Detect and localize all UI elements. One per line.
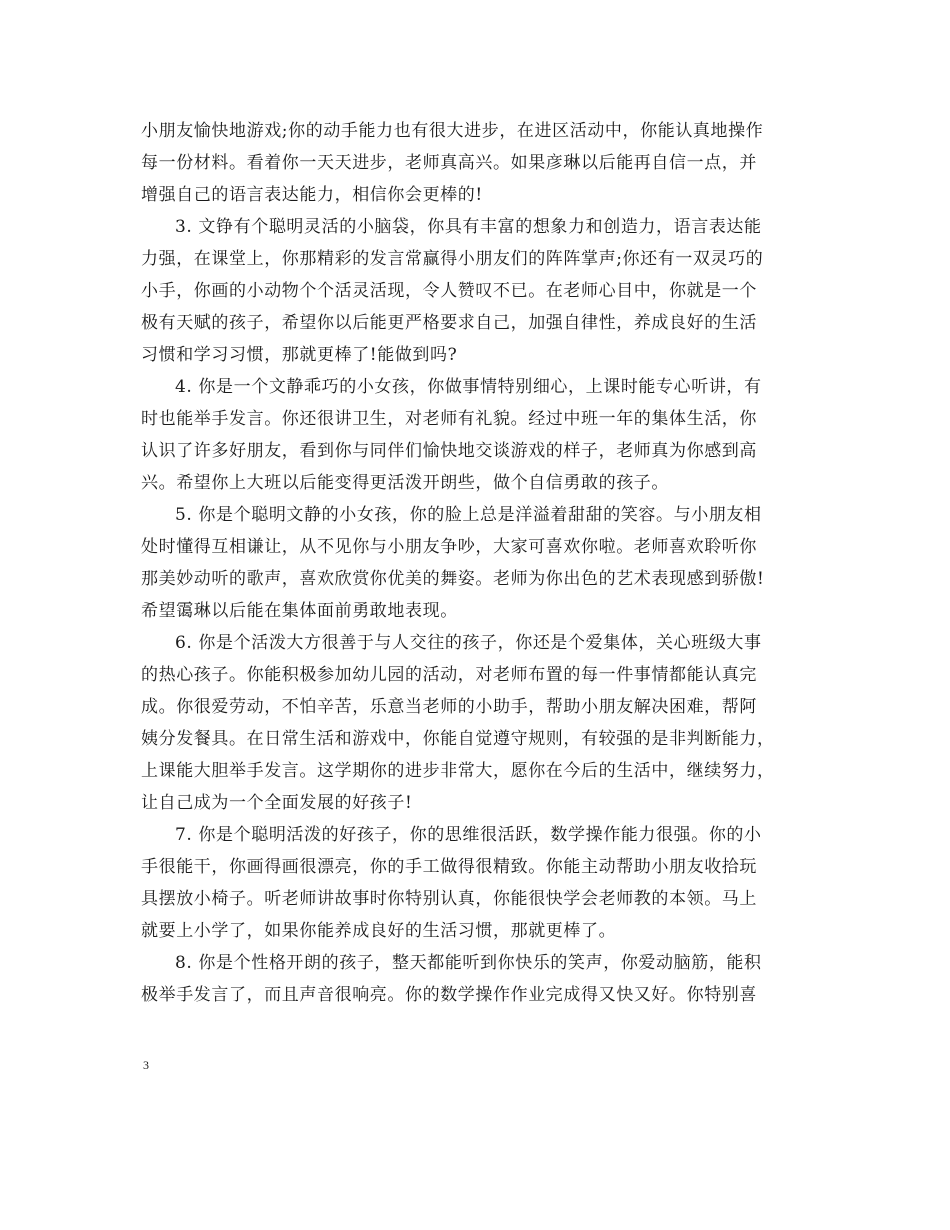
text-line: 时也能举手发言。你还很讲卫生，对老师有礼貌。经过中班一年的集体生活，你 xyxy=(141,409,757,429)
text-line: 手很能干，你画得画很漂亮，你的手工做得很精致。你能主动帮助小朋友收拾玩 xyxy=(141,857,757,877)
text-line: 具摆放小椅子。听老师讲故事时你特别认真，你能很快学会老师教的本领。马上 xyxy=(141,889,757,909)
paragraph-start-8: 8. 你是个性格开朗的孩子，整天都能听到你快乐的笑声，你爱动脑筋，能积 xyxy=(175,953,762,973)
text-line: 力强，在课堂上，你那精彩的发言常赢得小朋友们的阵阵掌声;你还有一双灵巧的 xyxy=(141,249,764,269)
text-line: 姨分发餐具。在日常生活和游戏中，你能自觉遵守规则，有较强的是非判断能力， xyxy=(141,729,775,749)
paragraph-start-3: 3. 文铮有个聪明灵活的小脑袋，你具有丰富的想象力和创造力，语言表达能 xyxy=(175,217,762,237)
paragraph-start-4: 4. 你是一个文静乖巧的小女孩，你做事情特别细心，上课时能专心听讲，有 xyxy=(175,377,762,397)
text-line: 处时懂得互相谦让，从不见你与小朋友争吵，大家可喜欢你啦。老师喜欢聆听你 xyxy=(141,537,757,557)
paragraph-start-7: 7. 你是个聪明活泼的好孩子，你的思维很活跃，数学操作能力很强。你的小 xyxy=(175,825,762,845)
text-line: 小手，你画的小动物个个活灵活现，令人赞叹不已。在老师心目中，你就是一个 xyxy=(141,281,757,301)
text-line: 那美妙动听的歌声，喜欢欣赏你优美的舞姿。老师为你出色的艺术表现感到骄傲! xyxy=(141,569,765,589)
paragraph-start-5: 5. 你是个聪明文静的小女孩，你的脸上总是洋溢着甜甜的笑容。与小朋友相 xyxy=(175,505,762,525)
page-number: 3 xyxy=(143,1058,149,1072)
text-line: 小朋友愉快地游戏;你的动手能力也有很大进步，在进区活动中，你能认真地操作 xyxy=(141,121,764,141)
text-line: 的热心孩子。你能积极参加幼儿园的活动，对老师布置的每一件事情都能认真完 xyxy=(141,665,757,685)
text-line: 增强自己的语言表达能力，相信你会更棒的! xyxy=(141,185,483,205)
text-line: 成。你很爱劳动，不怕辛苦，乐意当老师的小助手，帮助小朋友解决困难，帮阿 xyxy=(141,697,757,717)
body-text xyxy=(141,115,823,1011)
text-line: 认识了许多好朋友，看到你与同伴们愉快地交谈游戏的样子，老师真为你感到高 xyxy=(141,441,757,461)
text-line: 上课能大胆举手发言。这学期你的进步非常大，愿你在今后的生活中，继续努力， xyxy=(141,761,775,781)
text-line: 就要上小学了，如果你能养成良好的生活习惯，那就更棒了。 xyxy=(141,921,617,941)
text-line: 希望霭琳以后能在集体面前勇敢地表现。 xyxy=(141,601,458,621)
text-line: 每一份材料。看着你一天天进步，老师真高兴。如果彦琳以后能再自信一点，并 xyxy=(141,153,757,173)
text-line: 习惯和学习习惯，那就更棒了!能做到吗? xyxy=(141,345,458,365)
paragraph-start-6: 6. 你是个活泼大方很善于与人交往的孩子，你还是个爱集体，关心班级大事 xyxy=(175,633,762,653)
text-line: 让自己成为一个全面发展的好孩子! xyxy=(141,793,413,813)
text-line: 兴。希望你上大班以后能变得更活泼开朗些，做个自信勇敢的孩子。 xyxy=(141,473,669,493)
text-line: 极举手发言了，而且声音很响亮。你的数学操作作业完成得又快又好。你特别喜 xyxy=(141,985,757,1005)
text-line: 极有天赋的孩子，希望你以后能更严格要求自己，加强自律性，养成良好的生活 xyxy=(141,313,757,333)
